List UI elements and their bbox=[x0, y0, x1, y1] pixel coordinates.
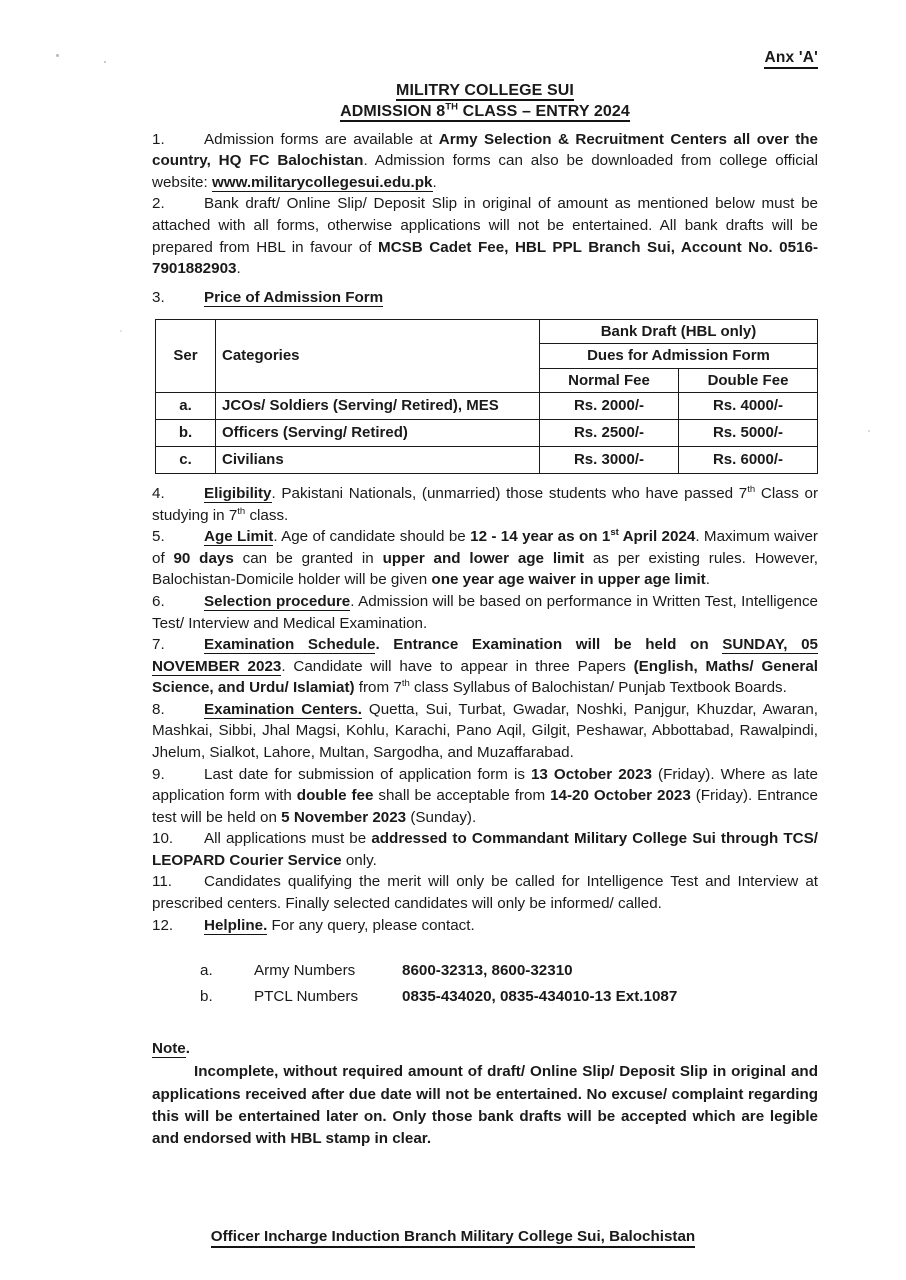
title-line-admission bbox=[152, 101, 818, 122]
paragraph-2-text-2: . bbox=[236, 260, 241, 278]
paragraph-10-number: 10. bbox=[152, 830, 174, 848]
footer-text: Officer Incharge Induction Branch Military College Sui, Balochistan bbox=[211, 1228, 695, 1248]
title-college-text: MILITRY COLLEGE SUI bbox=[396, 81, 574, 99]
table-header-normal-fee: Normal Fee bbox=[540, 368, 679, 393]
fee-table bbox=[155, 319, 818, 475]
paragraph-12 bbox=[152, 915, 818, 937]
table-cell-category: Officers (Serving/ Retired) bbox=[216, 420, 540, 447]
paragraph-9-number: 9. bbox=[152, 765, 165, 783]
paragraph-1-text-3: . bbox=[432, 173, 437, 191]
paragraph-6-text-1: . Admission will be based on performance in Written Test, Intelligence Test/ Interview and Medical Examination. bbox=[152, 592, 818, 632]
annex-label-text: Anx 'A' bbox=[764, 49, 818, 69]
table-header-dues: Dues for Admission Form bbox=[540, 344, 818, 369]
paragraph-7-heading: Examination Schedule bbox=[204, 636, 376, 654]
paragraph-2-text-1: Bank draft/ Online Slip/ Deposit Slip in original of amount as mentioned below must be attached with all forms, otherwise applications will not be entertained. All bank drafts will be prepared from HBL in favour of bbox=[152, 195, 818, 256]
scan-speck bbox=[104, 61, 106, 63]
paragraph-9-text-5: (Sunday). bbox=[406, 808, 477, 826]
paragraph-8 bbox=[152, 699, 818, 764]
paragraph-1 bbox=[152, 129, 818, 194]
title-admission-sup: TH bbox=[445, 101, 459, 113]
paragraph-5-number: 5. bbox=[152, 528, 165, 546]
paragraph-12-heading: Helpline. bbox=[204, 916, 268, 934]
paragraph-8-number: 8. bbox=[152, 700, 165, 718]
paragraph-10-bold-1: addressed to Commandant Military College Sui through TCS/ LEOPARD Courier Service bbox=[152, 830, 818, 869]
paragraph-9-text-2: (Friday). Where as late application form with bbox=[152, 765, 818, 805]
table-header-bank-draft: Bank Draft (HBL only) bbox=[540, 319, 818, 344]
paragraph-7-text-2: from 7 bbox=[354, 679, 402, 697]
paragraph-5-heading: Age Limit bbox=[204, 528, 274, 546]
note-body-text: Incomplete, without required amount of draft/ Online Slip/ Deposit Slip in original and applications received after due date will not be entertained. No excuse/ complaint regarding this will be entertained later on. Only those bank drafts will be accepted which are legible and endorsed with HBL stamp in clear. bbox=[152, 1063, 818, 1147]
paragraph-5-text-4: as per existing rules. However, Balochistan-Domicile holder will be given bbox=[152, 549, 819, 589]
paragraph-3-heading bbox=[152, 287, 818, 310]
paragraph-6-heading: Selection procedure bbox=[204, 592, 351, 610]
paragraph-7-text-1: . Candidate will have to appear in three Papers bbox=[281, 657, 634, 675]
paragraph-9-bold-3: 14-20 October 2023 bbox=[550, 787, 691, 805]
college-website-link[interactable]: www.militarycollegesui.edu.pk bbox=[211, 173, 433, 191]
document-title-block bbox=[152, 80, 818, 122]
table-cell-normal-fee: Rs. 2500/- bbox=[540, 420, 679, 447]
paragraph-5-bold-4: upper and lower age limit bbox=[382, 549, 585, 567]
annex-label bbox=[152, 0, 818, 66]
paragraph-7-exam-date: SUNDAY, 05 NOVEMBER 2023 bbox=[152, 636, 818, 675]
note-label: Note bbox=[152, 1040, 186, 1058]
paragraph-10-text-2: only. bbox=[341, 851, 377, 869]
table-header-categories: Categories bbox=[216, 319, 540, 393]
helpline-item-label: Army Numbers bbox=[254, 962, 356, 980]
paragraph-9-text-1: Last date for submission of application form is bbox=[204, 765, 531, 783]
paragraph-4-number: 4. bbox=[152, 485, 165, 503]
table-cell-double-fee: Rs. 4000/- bbox=[679, 393, 818, 420]
paragraph-8-heading: Examination Centers. bbox=[204, 700, 362, 718]
paragraph-11 bbox=[152, 871, 818, 914]
table-cell-double-fee: Rs. 6000/- bbox=[679, 447, 818, 474]
paragraph-9-text-4: (Friday). Entrance test will be held on bbox=[152, 787, 818, 826]
paragraph-2-bold-1: MCSB Cadet Fee, HBL PPL Branch Sui, Account No. 0516-7901882903 bbox=[152, 238, 818, 278]
list-item bbox=[200, 984, 818, 1010]
paragraph-9 bbox=[152, 764, 818, 829]
paragraph-5-text-5: . bbox=[705, 571, 710, 589]
table-header-double-fee: Double Fee bbox=[679, 368, 818, 393]
paragraph-7-text-3: class Syllabus of Balochistan/ Punjab Textbook Boards. bbox=[409, 679, 787, 697]
helpline-item-label: PTCL Numbers bbox=[254, 988, 359, 1006]
paragraph-4-sup-1: th bbox=[747, 484, 756, 495]
paragraph-4-text-3: class. bbox=[245, 506, 289, 524]
paragraph-12-text-1: For any query, please contact. bbox=[267, 916, 475, 934]
paragraph-7-bold-2: (English, Maths/ General Science, and Urdu/ Islamiat) bbox=[152, 657, 819, 697]
table-cell-category: Civilians bbox=[216, 447, 540, 474]
table-cell-ser: a. bbox=[156, 393, 216, 420]
helpline-list bbox=[200, 958, 818, 1010]
helpline-item-letter: a. bbox=[200, 962, 213, 980]
paragraph-1-number: 1. bbox=[152, 130, 165, 148]
table-cell-ser: b. bbox=[156, 420, 216, 447]
paragraph-5-bold-3: 90 days bbox=[173, 549, 234, 567]
table-cell-ser: c. bbox=[156, 447, 216, 474]
paragraph-9-bold-4: 5 November 2023 bbox=[281, 808, 407, 826]
paragraph-5-text-1: . Age of candidate should be bbox=[273, 528, 471, 546]
paragraph-7-number: 7. bbox=[152, 636, 165, 654]
table-cell-double-fee: Rs. 5000/- bbox=[679, 420, 818, 447]
paragraph-2 bbox=[152, 193, 818, 279]
paragraph-10-text-1: All applications must be bbox=[204, 830, 372, 848]
paragraph-5-bold-5: one year age waiver in upper age limit bbox=[431, 571, 706, 589]
paragraph-4 bbox=[152, 483, 818, 526]
scan-speck bbox=[120, 330, 122, 332]
paragraph-11-text-1: Candidates qualifying the merit will only be called for Intelligence Test and Interview at prescribed centers. Finally selected candidates will only be informed/ called. bbox=[152, 873, 818, 913]
table-row bbox=[156, 393, 818, 420]
table-header-row-1 bbox=[156, 319, 818, 344]
paragraph-4-text-1: . Pakistani Nationals, (unmarried) those students who have passed 7 bbox=[271, 485, 748, 503]
paragraph-1-bold-1: Army Selection & Recruitment Centers all over the country, HQ FC Balochistan bbox=[152, 130, 818, 170]
scan-speck bbox=[868, 430, 870, 432]
paragraph-6-number: 6. bbox=[152, 592, 165, 610]
table-row bbox=[156, 447, 818, 474]
paragraph-4-heading: Eligibility bbox=[204, 485, 272, 503]
paragraph-9-bold-2: double fee bbox=[296, 787, 374, 805]
paragraph-5-bold-1: 12 - 14 year as on 1 bbox=[470, 528, 611, 546]
paragraph-5 bbox=[152, 526, 818, 591]
paragraph-3-heading-text: Price of Admission Form bbox=[204, 288, 384, 306]
document-content bbox=[152, 0, 818, 1150]
paragraph-4-sup-2: th bbox=[237, 505, 246, 517]
paragraph-2-number: 2. bbox=[152, 195, 165, 213]
paragraph-1-text-2: . Admission forms can also be downloaded from college official website: bbox=[152, 152, 818, 191]
note-heading bbox=[152, 1040, 818, 1057]
helpline-item-value: 8600-32313, 8600-32310 bbox=[402, 962, 573, 980]
paragraph-1-text-1: Admission forms are available at bbox=[204, 130, 439, 148]
paragraph-10 bbox=[152, 828, 818, 871]
paragraph-11-number: 11. bbox=[152, 873, 172, 891]
paragraph-8-text-1: Quetta, Sui, Turbat, Gwadar, Noshki, Panjgur, Khuzdar, Awaran, Mashkai, Sibbi, Jhal Magsi, Kohlu, Karachi, Pano Aqil, Gilgit, Peshawar, Abbottabad, Rawalpindi, Jhelum, Sialkot, Lahore, Multan, Sargodha, and Muzaffarabad. bbox=[152, 700, 818, 761]
paragraph-3-number: 3. bbox=[152, 288, 165, 306]
paragraph-7 bbox=[152, 634, 818, 699]
list-item bbox=[200, 958, 818, 984]
paragraph-5-bold-2: April 2024 bbox=[618, 528, 696, 546]
paragraph-5-text-3: can be granted in bbox=[233, 549, 383, 567]
paragraph-9-text-3: shall be acceptable from bbox=[373, 787, 551, 805]
paragraph-7-sup-1: th bbox=[401, 678, 410, 690]
note-label-suffix: . bbox=[185, 1040, 190, 1058]
title-admission-b: CLASS – ENTRY 2024 bbox=[458, 102, 630, 120]
helpline-item-value: 0835-434020, 0835-434010-13 Ext.1087 bbox=[402, 988, 678, 1006]
paragraph-12-number: 12. bbox=[152, 916, 174, 934]
document-footer bbox=[0, 1228, 906, 1245]
paragraph-6 bbox=[152, 591, 818, 634]
table-cell-category: JCOs/ Soldiers (Serving/ Retired), MES bbox=[216, 393, 540, 420]
paragraph-4-text-2: Class or studying in 7 bbox=[152, 485, 818, 524]
title-admission-a: ADMISSION 8 bbox=[340, 102, 446, 120]
table-row bbox=[156, 420, 818, 447]
table-header-ser: Ser bbox=[156, 319, 216, 393]
paragraph-5-sup-1: st bbox=[610, 527, 619, 539]
note-body bbox=[152, 1061, 818, 1149]
table-cell-normal-fee: Rs. 2000/- bbox=[540, 393, 679, 420]
paragraph-5-text-2: . Maximum waiver of bbox=[152, 528, 818, 567]
helpline-item-letter: b. bbox=[200, 988, 213, 1006]
title-line-college bbox=[152, 80, 818, 101]
table-cell-normal-fee: Rs. 3000/- bbox=[540, 447, 679, 474]
paragraph-7-bold-1: . Entrance Examination will be held on bbox=[375, 636, 723, 654]
scan-speck bbox=[56, 54, 59, 57]
paragraph-9-bold-1: 13 October 2023 bbox=[530, 765, 652, 783]
